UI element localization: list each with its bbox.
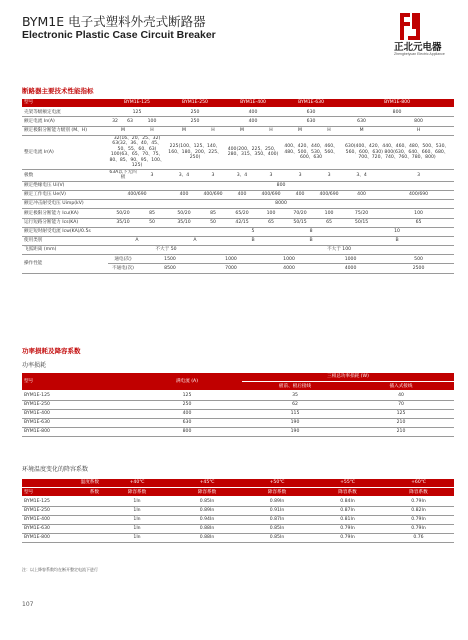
header-cell: 降容系数	[312, 488, 383, 497]
table-header-row	[22, 488, 454, 497]
header-cell: +60℃	[383, 479, 454, 488]
table-cell: 65	[383, 218, 454, 227]
table-row	[22, 117, 454, 126]
table-cell: 500	[383, 255, 454, 264]
row-label: 壳架等级额定电流	[22, 108, 108, 117]
table-cell: 3	[282, 169, 318, 181]
table-cell: 0.79In	[383, 497, 454, 506]
table-cell: H	[138, 126, 166, 135]
table-cell: 210	[348, 428, 454, 437]
header-cell: 降容系数	[383, 488, 454, 497]
table-cell: B	[340, 236, 454, 245]
table-cell: 400	[224, 108, 282, 117]
header-cell: 三相总功率损耗 (W)	[242, 373, 454, 382]
table-cell: 3	[260, 169, 282, 181]
table-row	[22, 181, 454, 190]
table-cell: 0.82In	[383, 506, 454, 515]
table-cell: 0.87In	[312, 506, 383, 515]
table-cell: 32	[108, 117, 122, 126]
table-cell: 1In	[102, 497, 172, 506]
table-cell: 0.88In	[172, 534, 242, 543]
table-row	[22, 409, 454, 418]
table-cell: 3、4	[224, 169, 260, 181]
table-cell: 630	[282, 108, 340, 117]
table-row	[22, 218, 454, 227]
table-cell: 70	[348, 400, 454, 409]
row-label: 额定短时耐受电流 Icw(KA)/0.5s	[22, 227, 108, 236]
table-cell: 50/20	[166, 209, 202, 218]
row-sublabel: 不通电(次)	[108, 264, 138, 273]
table-header-row	[22, 479, 454, 488]
table-cell: 125	[108, 108, 166, 117]
table-cell: 8	[282, 227, 340, 236]
row-sublabel: 通电(次)	[108, 255, 138, 264]
table-cell: BYM1E-800	[22, 534, 102, 543]
table-cell: 42/15	[224, 218, 260, 227]
table-cell: 400/690	[383, 190, 454, 199]
header-cell: +55℃	[312, 479, 383, 488]
logo-name-cn: 正北元电器	[394, 42, 442, 53]
page-number: 107	[22, 601, 34, 608]
table-cell: 250	[166, 117, 224, 126]
table-cell: 62	[242, 400, 348, 409]
header-cell: 降容系数	[242, 488, 312, 497]
table-cell: 0.89In	[242, 497, 312, 506]
table-cell: H	[383, 126, 454, 135]
header-cell: 满电流 (A)	[132, 373, 242, 391]
header-cell	[22, 488, 102, 497]
table-cell: 400/690	[318, 190, 340, 199]
table-cell: 190	[242, 418, 348, 427]
table-cell: M	[166, 126, 202, 135]
table-cell: 0.89In	[172, 506, 242, 515]
table-cell: 50/15	[282, 218, 318, 227]
table-cell: 3、4	[340, 169, 383, 181]
header-cell: 板前、板后接线	[242, 382, 348, 391]
row-label: 额定工作电压 Ue(V)	[22, 190, 108, 199]
section-title-specs: 断路器主要技术性能指标	[22, 87, 94, 95]
table-cell: 100	[138, 117, 166, 126]
table-cell: 800	[383, 117, 454, 126]
table-cell: 4000	[318, 264, 383, 273]
header-cell: 温度系数	[22, 479, 102, 488]
header-cell: BYM1E-125	[108, 99, 166, 108]
table-cell: 0.85In	[242, 534, 312, 543]
table-cell: 400	[340, 190, 383, 199]
table-cell: 0.79In	[383, 515, 454, 524]
table-cell: 0.85In	[172, 497, 242, 506]
table-cell: 0.85In	[242, 524, 312, 533]
table-cell: 100	[318, 209, 340, 218]
table-cell: 400/690	[108, 190, 166, 199]
table-cell: BYM1E-250	[22, 400, 132, 409]
table-cell: 1000	[318, 255, 383, 264]
table-cell: 8500	[138, 264, 202, 273]
table-cell: 3	[202, 169, 224, 181]
table-cell: 32(16、20、25、32) 63(32、36、40、45、50、55、60、63) 100(63、65、70、75、80、85、90、95、100、125)	[109, 135, 165, 169]
table-cell: BYM1E-400	[22, 515, 102, 524]
header-cell: +40℃	[102, 479, 172, 488]
table-row	[22, 169, 454, 181]
table-row	[22, 400, 454, 409]
table-cell: 不大于 100	[224, 246, 454, 255]
header-cell: BYM1E-800	[340, 99, 454, 108]
table-cell: 50	[202, 218, 224, 227]
table-cell: 0.79In	[312, 524, 383, 533]
derating-table	[22, 479, 454, 543]
header-cell: 型号	[22, 373, 132, 391]
table-row	[22, 524, 454, 533]
row-label: 额定冲击耐受电压 Uimp(kV)	[22, 200, 108, 209]
page-title-en: Electronic Plastic Case Circuit Breaker	[22, 29, 216, 41]
table-cell: 0.91In	[242, 506, 312, 515]
row-label: 使用类别	[22, 236, 108, 245]
header-cell: +45℃	[172, 479, 242, 488]
table-cell: 70/20	[282, 209, 318, 218]
table-cell: 400	[166, 190, 202, 199]
header-cell: 降容系数	[102, 488, 172, 497]
table-cell: H	[260, 126, 282, 135]
power-loss-table	[22, 373, 454, 437]
table-cell: 630(400、420、440、460、480、500、530、560、600、630) 800(630、640、660、680、700、720、740、760、780、800)	[340, 135, 454, 169]
table-cell: 1In	[102, 506, 172, 515]
table-cell: 115	[242, 409, 348, 418]
table-row	[22, 418, 454, 427]
table-cell: M	[282, 126, 318, 135]
specs-table	[22, 99, 454, 274]
header-cell: BYM1E-630	[282, 99, 340, 108]
table-row	[22, 391, 454, 400]
table-cell: 630	[282, 117, 340, 126]
table-cell: 1In	[102, 515, 172, 524]
table-cell: 4000	[260, 264, 318, 273]
row-label: 额定电流 In(A)	[22, 117, 108, 126]
table-row	[22, 126, 454, 135]
table-cell: 35/10	[108, 218, 138, 227]
company-logo	[374, 12, 454, 64]
table-row	[22, 255, 454, 264]
table-cell: 400(200、225、250、280、315、350、400)	[224, 135, 282, 169]
table-cell: 0.79In	[383, 524, 454, 533]
header-cell: BYM1E-250	[166, 99, 224, 108]
table-cell	[166, 227, 224, 236]
subsection-derating: 环境温度变化的降容系数	[22, 466, 89, 473]
row-label: 飞弧距离 (mm)	[22, 246, 108, 255]
table-cell: 250	[166, 108, 224, 117]
table-cell: 0.94In	[172, 515, 242, 524]
table-cell: 1000	[202, 255, 260, 264]
table-cell: 63	[122, 117, 138, 126]
table-cell: 35/10	[166, 218, 202, 227]
header-cell: 型号	[22, 99, 108, 108]
table-row	[22, 236, 454, 245]
table-row	[22, 428, 454, 437]
table-cell: 10	[340, 227, 454, 236]
table-cell: BYM1E-400	[22, 409, 132, 418]
table-header-row	[22, 373, 454, 382]
table-cell: 190	[242, 428, 348, 437]
table-cell: 400	[282, 190, 318, 199]
table-cell: 630	[132, 418, 242, 427]
table-cell: H	[202, 126, 224, 135]
table-cell: 400	[224, 190, 260, 199]
table-cell: BYM1E-630	[22, 524, 102, 533]
table-cell: 1In	[102, 534, 172, 543]
table-cell: 85	[138, 209, 166, 218]
table-cell: 210	[348, 418, 454, 427]
row-label: 运行短路分断能力 Ics(KA)	[22, 218, 108, 227]
table-cell: M	[340, 126, 383, 135]
table-cell: 0.79In	[312, 534, 383, 543]
table-cell: 125	[348, 409, 454, 418]
table-cell: H	[318, 126, 340, 135]
table-cell: 100	[383, 209, 454, 218]
table-row	[22, 506, 454, 515]
row-label: 极数	[22, 169, 108, 181]
header-cell: 插入式接线	[348, 382, 454, 391]
table-cell: BYM1E-125	[22, 497, 102, 506]
table-row	[22, 515, 454, 524]
table-cell: 3、4	[166, 169, 202, 181]
table-cell: 400/690	[260, 190, 282, 199]
header-cell: +50℃	[242, 479, 312, 488]
table-cell: 7000	[202, 264, 260, 273]
table-cell: 400、420、440、460、480、500、530、560、600、630	[282, 135, 340, 169]
table-row	[22, 227, 454, 236]
table-cell: 0.76	[383, 534, 454, 543]
table-cell: 250	[132, 400, 242, 409]
table-cell: 不大于 50	[108, 246, 224, 255]
logo-name-en: Zhengbeiyuan Electric Appliance	[394, 52, 445, 56]
row-label: 整定电流 Ir(A)	[22, 135, 108, 169]
table-cell: 100	[260, 209, 282, 218]
subsection-power-loss: 功率损耗	[22, 362, 47, 369]
table-cell: 400	[224, 117, 282, 126]
row-label: 额定极限分断能力级别 (M、H)	[22, 126, 108, 135]
table-cell: BYM1E-630	[22, 418, 132, 427]
table-row	[22, 534, 454, 543]
table-cell: 50/20	[108, 209, 138, 218]
table-cell: 125	[132, 391, 242, 400]
table-header-row	[22, 99, 454, 108]
table-cell: M	[108, 126, 138, 135]
table-cell: 65	[318, 218, 340, 227]
table-cell: 1500	[138, 255, 202, 264]
header-corner-coef: 系数	[89, 489, 99, 495]
table-cell	[108, 227, 166, 236]
section-title-power: 功率损耗及降容系数	[22, 347, 81, 355]
table-cell: 50/15	[340, 218, 383, 227]
table-cell: 1In	[102, 524, 172, 533]
table-row	[22, 135, 454, 169]
table-cell: B	[282, 236, 340, 245]
header-cell: BYM1E-400	[224, 99, 282, 108]
row-label: 额定绝缘电压 Ui(V)	[22, 181, 108, 190]
table-row	[22, 246, 454, 255]
table-cell: B	[224, 236, 282, 245]
table-cell: A	[166, 236, 224, 245]
table-cell: 5	[224, 227, 282, 236]
page-title-cn: BYM1E 电子式塑料外壳式断路器	[22, 14, 206, 29]
table-cell: 1000	[260, 255, 318, 264]
table-cell: 3	[138, 169, 166, 181]
table-cell: 800	[108, 181, 454, 190]
table-row	[22, 108, 454, 117]
table-cell: 0.88In	[172, 524, 242, 533]
table-cell: 630	[340, 117, 383, 126]
table-cell: 50	[138, 218, 166, 227]
table-row	[22, 200, 454, 209]
table-cell: 800	[340, 108, 454, 117]
table-cell: 63A以下无四极	[109, 169, 137, 181]
header-corner-model: 型号	[24, 489, 34, 495]
footnote: 注：以上降容系数均在断开整定电流下进行	[22, 567, 98, 572]
table-cell: 400	[132, 409, 242, 418]
header-cell: 降容系数	[172, 488, 242, 497]
table-cell: 225(100、125、140、160、180、200、225、250)	[166, 135, 224, 169]
table-cell: 35	[242, 391, 348, 400]
table-cell: 3	[383, 169, 454, 181]
table-cell: 400/690	[202, 190, 224, 199]
table-cell: 40	[348, 391, 454, 400]
company-logo-icon	[382, 12, 422, 42]
table-cell: 85	[202, 209, 224, 218]
table-row	[22, 497, 454, 506]
table-cell: M	[224, 126, 260, 135]
table-cell: 0.84In	[312, 497, 383, 506]
table-cell: BYM1E-800	[22, 428, 132, 437]
table-cell: A	[108, 236, 166, 245]
table-row	[22, 190, 454, 199]
table-row	[22, 209, 454, 218]
row-label: 操作性能	[22, 255, 108, 273]
table-cell: 800	[132, 428, 242, 437]
table-cell: 0.81In	[312, 515, 383, 524]
table-cell: 2500	[383, 264, 454, 273]
table-cell: BYM1E-125	[22, 391, 132, 400]
table-cell: 65	[260, 218, 282, 227]
table-cell: BYM1E-250	[22, 506, 102, 515]
row-label: 额定极限分断能力 Icu(KA)	[22, 209, 108, 218]
table-cell: 0.87In	[242, 515, 312, 524]
table-cell: 65/20	[224, 209, 260, 218]
table-cell: 75/20	[340, 209, 383, 218]
table-cell: 3	[318, 169, 340, 181]
table-cell: 8000	[108, 200, 454, 209]
